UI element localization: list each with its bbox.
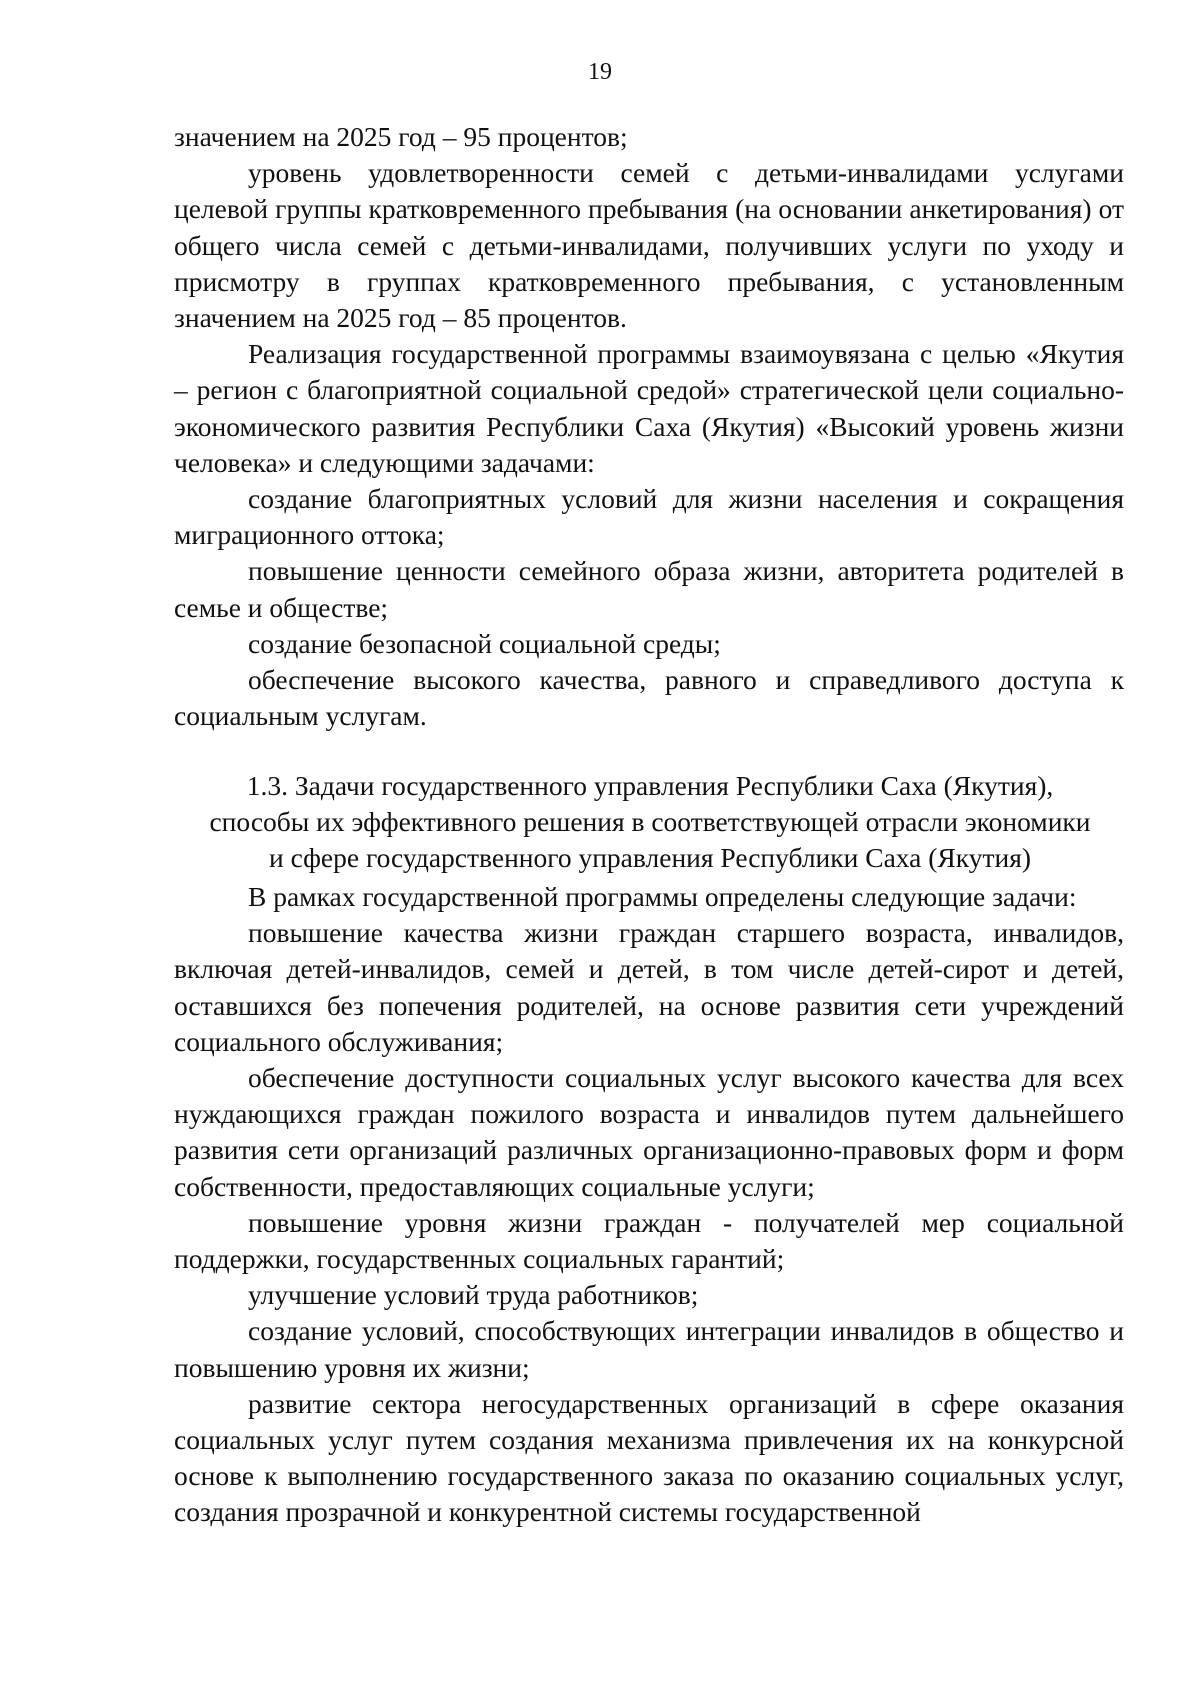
page-number: 19 — [588, 59, 612, 85]
paragraph: В рамках государственной программы определены следующие задачи: — [248, 881, 1077, 912]
paragraph: создание условий, способствующих интеграции инвалидов в общество и повышению уровня их жизни; — [174, 1315, 1124, 1383]
paragraph: создание безопасной социальной среды; — [248, 627, 721, 659]
paragraph: обеспечение доступности социальных услуг высокого качества для всех нуждающихся граждан пожилого возраста и инвалидов путем дальнейшего развития сети организаций различных организационно-правовых форм и форм собственности, предоставляющих социальные услуги; — [174, 1062, 1124, 1202]
paragraph: повышение ценности семейного образа жизни, авторитета родителей в семье и обществе; — [174, 555, 1124, 623]
heading-line: способы их эффективного решения в соответствующей отрасли экономики — [209, 806, 1091, 838]
paragraph: повышение уровня жизни граждан - получателей мер социальной поддержки, государственных социальных гарантий; — [174, 1206, 1124, 1275]
paragraph: значением на 2025 год – 95 процентов; — [174, 121, 628, 152]
section-heading — [150, 768, 1150, 877]
paragraph: повышение качества жизни граждан старшего возраста, инвалидов, включая детей-инвалидов, семей и детей, в том числе детей-сирот и детей, оставшихся без попечения родителей, на основе развития сети учреждений социального обслуживания; — [174, 917, 1124, 1057]
heading-line: 1.3. Задачи государственного управления Республики Саха (Якутия), — [246, 770, 1054, 801]
paragraph: Реализация государственной программы взаимоувязана с целью «Якутия – регион с благоприятной социальной средой» стратегической цели социально-экономического развития Республики Саха (Якутия) «Высокий уровень жизни человека» и следующими задачами: — [174, 338, 1124, 478]
heading-line: и сфере государственного управления Республики Саха (Якутия) — [268, 842, 1032, 874]
body-text-section-1 — [174, 119, 1124, 734]
paragraph: обеспечение высокого качества, равного и справедливого доступа к социальным услугам. — [174, 664, 1124, 732]
paragraph: улучшение условий труда работников; — [248, 1279, 699, 1311]
paragraph: развитие сектора негосударственных организаций в сфере оказания социальных услуг путем создания механизма привлечения их на конкурсной основе к выполнению государственного заказа по оказанию социальных услуг, создания прозрачной и конкурентной системы государственной — [174, 1387, 1124, 1528]
paragraph: уровень удовлетворенности семей с детьми-инвалидами услугами целевой группы кратковременного пребывания (на основании анкетирования) от общего числа семей с детьми-инвалидами, получивших услуги по уходу и присмотру в группах кратковременного пребывания, с установленным значением на 2025 год – 85 процентов. — [174, 157, 1124, 334]
body-text-section-2 — [174, 879, 1124, 1531]
paragraph: создание благоприятных условий для жизни населения и сокращения миграционного оттока; — [174, 483, 1124, 551]
